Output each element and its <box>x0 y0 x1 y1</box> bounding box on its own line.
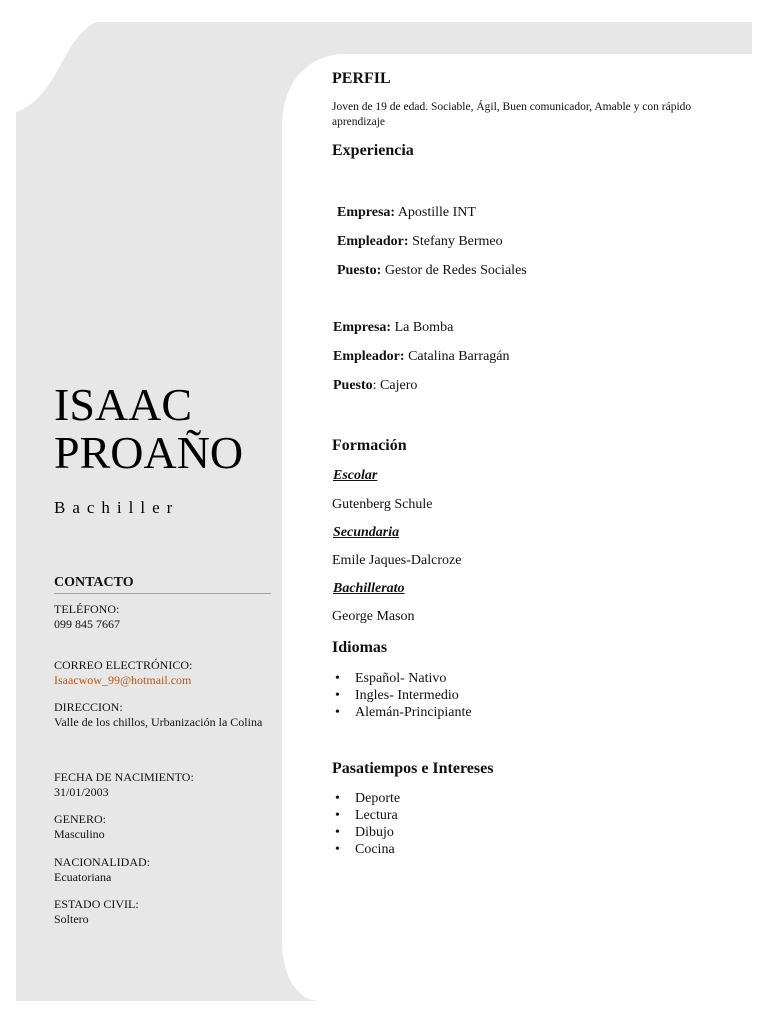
value: Gestor de Redes Sociales <box>384 263 527 278</box>
job-2-company <box>333 320 453 336</box>
education-level: Bachillerato <box>333 581 405 596</box>
first-name: ISAAC <box>54 379 193 430</box>
field-label: DIRECCION: <box>54 700 123 714</box>
value: La Bomba <box>394 320 454 335</box>
field-value: 31/01/2003 <box>54 784 109 799</box>
label: Empresa: <box>333 320 392 335</box>
field-label: ESTADO CIVIL: <box>54 897 139 911</box>
education-school: Gutenberg Schule <box>332 497 433 512</box>
value: Catalina Barragán <box>408 349 510 364</box>
field-value: Ecuatoriana <box>54 869 112 884</box>
perfil-text: Joven de 19 de edad. Sociable, Ágil, Buen comunicador, Amable y con rápido aprendizaje <box>332 101 692 128</box>
contact-gender <box>54 812 271 841</box>
contact-address <box>54 700 271 729</box>
field-label: NACIONALIDAD: <box>54 855 150 869</box>
label: Empresa: <box>337 205 396 220</box>
list-item: • Deporte <box>332 790 400 807</box>
languages-heading: Idiomas <box>332 639 388 656</box>
contact-nationality <box>54 855 271 884</box>
education-heading: Formación <box>332 437 407 454</box>
label: Puesto: <box>337 263 382 278</box>
field-label: TELÉFONO: <box>54 602 120 616</box>
list-item: • Alemán-Principiante <box>332 704 472 721</box>
education-school: George Mason <box>332 609 415 624</box>
experience-heading: Experiencia <box>332 142 414 159</box>
field-label: FECHA DE NACIMIENTO: <box>54 770 194 784</box>
list-item: • Ingles- Intermedio <box>332 687 472 704</box>
perfil-heading: PERFIL <box>332 70 391 87</box>
contact-phone <box>54 602 271 631</box>
candidate-title: Bachiller <box>54 498 180 517</box>
list-item: • Dibujo <box>332 824 400 841</box>
education-school: Emile Jaques-Dalcroze <box>332 553 462 568</box>
job-1-company <box>337 205 476 221</box>
value: Stefany Bermeo <box>412 234 503 249</box>
field-value: 099 845 7667 <box>54 616 120 631</box>
list-item: • Cocina <box>332 841 400 858</box>
education-level: Escolar <box>333 468 378 483</box>
contact-heading: CONTACTO <box>54 575 271 594</box>
hobbies-heading: Pasatiempos e Intereses <box>332 760 494 777</box>
field-label: CORREO ELECTRÓNICO: <box>54 658 193 672</box>
field-value: Valle de los chillos, Urbanización la Colina <box>54 714 263 729</box>
candidate-name <box>54 381 243 477</box>
last-name: PROAÑO <box>54 427 244 478</box>
education-level: Secundaria <box>333 525 400 540</box>
hobbies-list <box>332 790 400 858</box>
field-value: Masculino <box>54 826 105 841</box>
job-1-position <box>337 263 527 279</box>
label: Empleador: <box>337 234 409 249</box>
field-value: Soltero <box>54 911 89 926</box>
languages-list <box>332 670 472 721</box>
field-label: GENERO: <box>54 812 106 826</box>
label: Puesto <box>333 378 373 393</box>
job-1-employer <box>337 234 503 250</box>
job-2-position <box>333 378 417 394</box>
job-2-employer <box>333 349 510 365</box>
contact-marital-status <box>54 897 271 926</box>
value: : Cajero <box>372 378 418 393</box>
contact-email <box>54 658 271 687</box>
contact-birthdate <box>54 770 271 799</box>
email-link[interactable]: Isaacwow_99@hotmail.com <box>54 672 192 687</box>
value: Apostille INT <box>397 205 476 220</box>
label: Empleador: <box>333 349 405 364</box>
list-item: • Español- Nativo <box>332 670 472 687</box>
list-item: • Lectura <box>332 807 400 824</box>
